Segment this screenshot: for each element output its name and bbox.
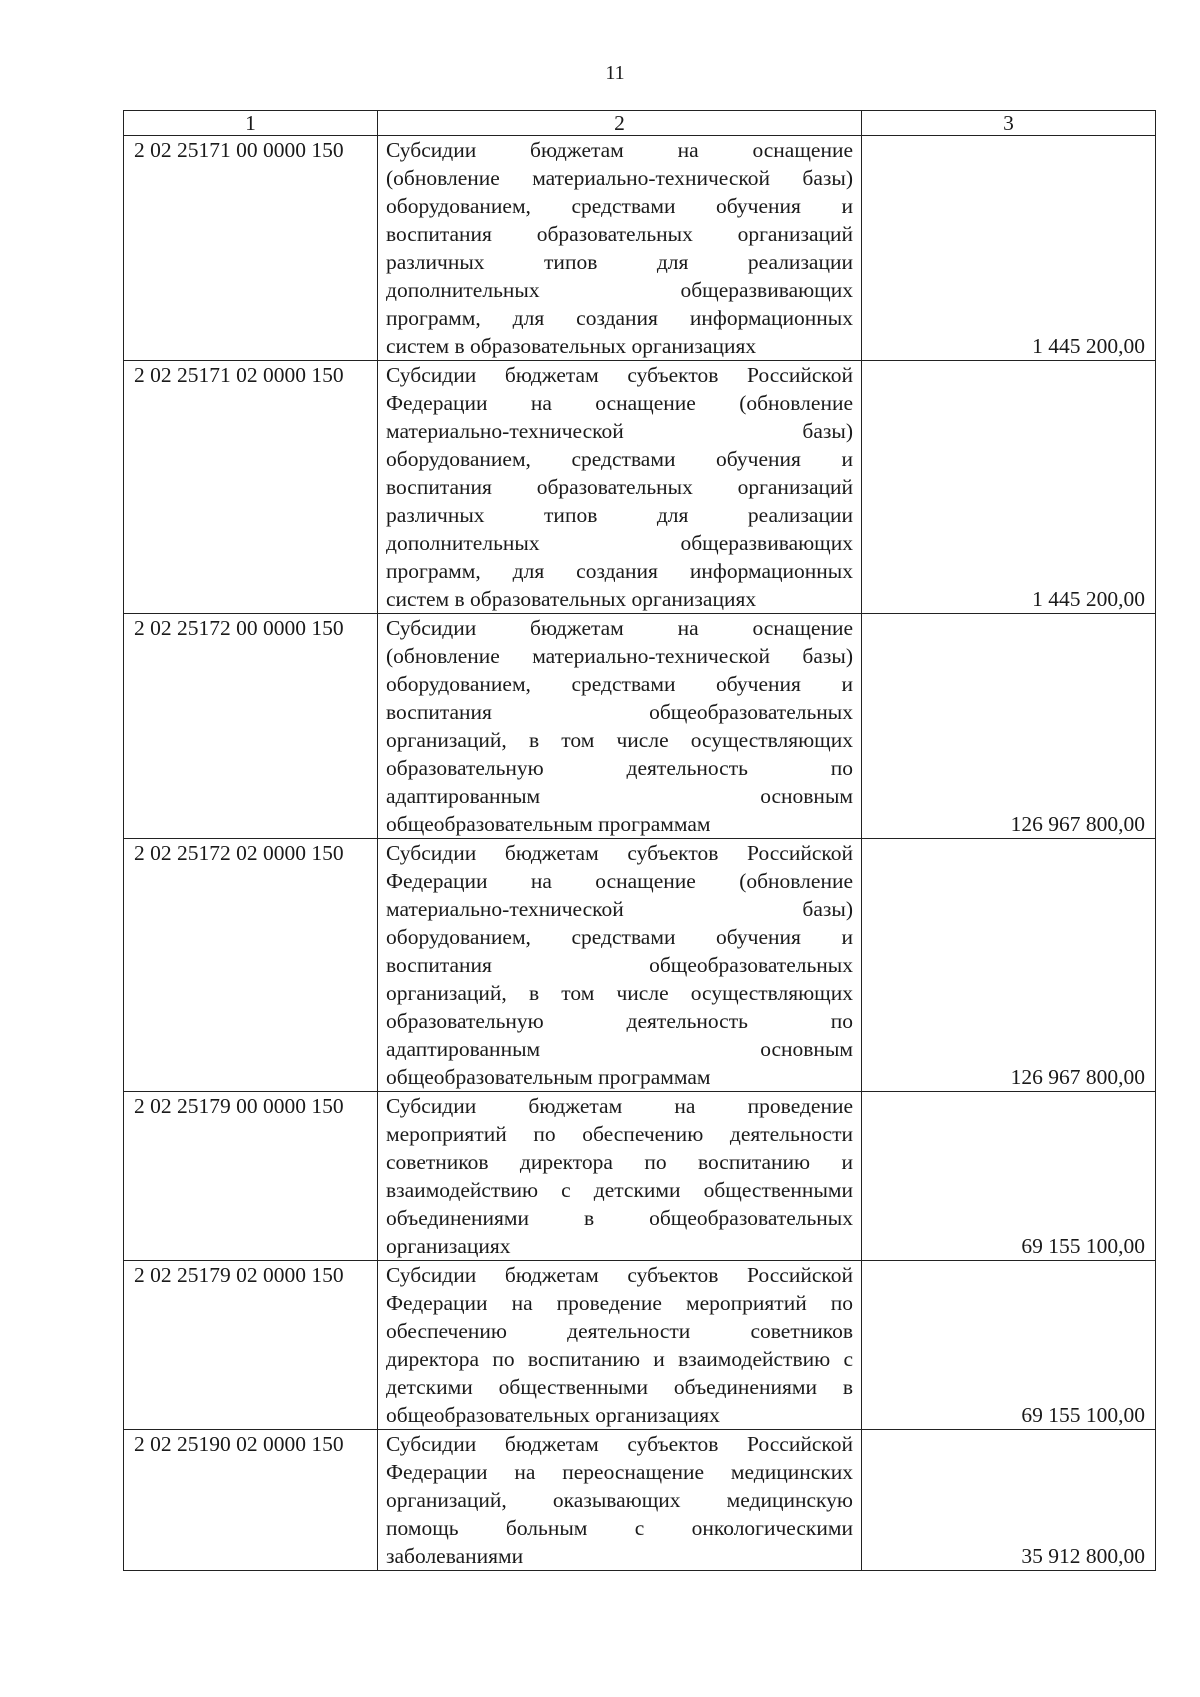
description-cell — [378, 839, 862, 1092]
table-body — [124, 136, 1156, 1571]
budget-code-cell: 2 02 25172 02 0000 150 — [124, 839, 378, 1092]
description-line: Федерации на переоснащение медицинских — [386, 1460, 853, 1484]
description-line: воспитания общеобразовательных — [386, 953, 853, 977]
column-header-1: 1 — [124, 111, 378, 136]
description-line: заболеваниями — [386, 1544, 524, 1568]
table-row — [124, 1261, 1156, 1430]
description-line: общеобразовательным программам — [386, 1065, 711, 1089]
description-line: воспитания образовательных организаций — [386, 475, 853, 499]
description-line: Субсидии бюджетам субъектов Российской — [386, 363, 853, 387]
description-line: систем в образовательных организациях — [386, 334, 757, 358]
description-line: (обновление материально-технической базы) — [386, 644, 853, 668]
description-cell — [378, 1261, 862, 1430]
amount-cell: 126 967 800,00 — [862, 839, 1156, 1092]
description-line: организаций, в том числе осуществляющих — [386, 981, 853, 1005]
description-line: организаций, оказывающих медицинскую — [386, 1488, 853, 1512]
description-line: обеспечению деятельности советников — [386, 1319, 853, 1343]
description-line: образовательную деятельность по — [386, 756, 853, 780]
description-line: Федерации на проведение мероприятий по — [386, 1291, 853, 1315]
description-line: систем в образовательных организациях — [386, 587, 757, 611]
description-line: различных типов для реализации — [386, 250, 853, 274]
column-header-3: 3 — [862, 111, 1156, 136]
description-line: Субсидии бюджетам субъектов Российской — [386, 841, 853, 865]
description-line: объединениями в общеобразовательных — [386, 1206, 853, 1230]
description-line: детскими общественными объединениями в — [386, 1375, 853, 1399]
description-line: взаимодействию с детскими общественными — [386, 1178, 853, 1202]
table-row — [124, 361, 1156, 614]
amount-cell: 35 912 800,00 — [862, 1430, 1156, 1571]
budget-code-cell: 2 02 25171 02 0000 150 — [124, 361, 378, 614]
description-line: программ, для создания информационных — [386, 559, 853, 583]
description-line: советников директора по воспитанию и — [386, 1150, 853, 1174]
description-line: воспитания общеобразовательных — [386, 700, 853, 724]
description-line: организациях — [386, 1234, 511, 1258]
amount-cell: 69 155 100,00 — [862, 1092, 1156, 1261]
budget-code-cell: 2 02 25179 00 0000 150 — [124, 1092, 378, 1261]
description-cell — [378, 361, 862, 614]
column-header-2: 2 — [378, 111, 862, 136]
amount-cell: 1 445 200,00 — [862, 361, 1156, 614]
description-line: дополнительных общеразвивающих — [386, 278, 853, 302]
description-line: различных типов для реализации — [386, 503, 853, 527]
description-line: Субсидии бюджетам субъектов Российской — [386, 1432, 853, 1456]
table-header-row — [124, 111, 1156, 136]
description-cell — [378, 1430, 862, 1571]
description-line: помощь больным с онкологическими — [386, 1516, 853, 1540]
table-row — [124, 839, 1156, 1092]
table-row — [124, 614, 1156, 839]
description-line: программ, для создания информационных — [386, 306, 853, 330]
amount-cell: 69 155 100,00 — [862, 1261, 1156, 1430]
description-line: Субсидии бюджетам на проведение — [386, 1094, 853, 1118]
amount-cell: 126 967 800,00 — [862, 614, 1156, 839]
description-line: адаптированным основным — [386, 784, 853, 808]
description-line: директора по воспитанию и взаимодействию с — [386, 1347, 853, 1371]
description-line: (обновление материально-технической базы) — [386, 166, 853, 190]
description-line: воспитания образовательных организаций — [386, 222, 853, 246]
description-line: Субсидии бюджетам на оснащение — [386, 616, 853, 640]
budget-code-cell: 2 02 25171 00 0000 150 — [124, 136, 378, 361]
budget-table — [123, 110, 1156, 1571]
description-line: оборудованием, средствами обучения и — [386, 194, 853, 218]
description-line: оборудованием, средствами обучения и — [386, 925, 853, 949]
description-line: Федерации на оснащение (обновление — [386, 869, 853, 893]
description-line: материально-технической базы) — [386, 897, 853, 921]
budget-code-cell: 2 02 25179 02 0000 150 — [124, 1261, 378, 1430]
budget-code-cell: 2 02 25172 00 0000 150 — [124, 614, 378, 839]
description-line: Субсидии бюджетам субъектов Российской — [386, 1263, 853, 1287]
table-row — [124, 136, 1156, 361]
description-line: оборудованием, средствами обучения и — [386, 447, 853, 471]
description-line: оборудованием, средствами обучения и — [386, 672, 853, 696]
description-line: общеобразовательных организациях — [386, 1403, 720, 1427]
description-line: организаций, в том числе осуществляющих — [386, 728, 853, 752]
description-line: адаптированным основным — [386, 1037, 853, 1061]
amount-cell: 1 445 200,00 — [862, 136, 1156, 361]
page-number: 11 — [605, 62, 625, 84]
description-line: материально-технической базы) — [386, 419, 853, 443]
description-cell — [378, 136, 862, 361]
description-line: общеобразовательным программам — [386, 812, 711, 836]
description-line: Субсидии бюджетам на оснащение — [386, 138, 853, 162]
budget-code-cell: 2 02 25190 02 0000 150 — [124, 1430, 378, 1571]
table-row — [124, 1092, 1156, 1261]
description-line: дополнительных общеразвивающих — [386, 531, 853, 555]
description-line: Федерации на оснащение (обновление — [386, 391, 853, 415]
table-row — [124, 1430, 1156, 1571]
description-line: образовательную деятельность по — [386, 1009, 853, 1033]
description-cell — [378, 1092, 862, 1261]
description-line: мероприятий по обеспечению деятельности — [386, 1122, 853, 1146]
description-cell — [378, 614, 862, 839]
